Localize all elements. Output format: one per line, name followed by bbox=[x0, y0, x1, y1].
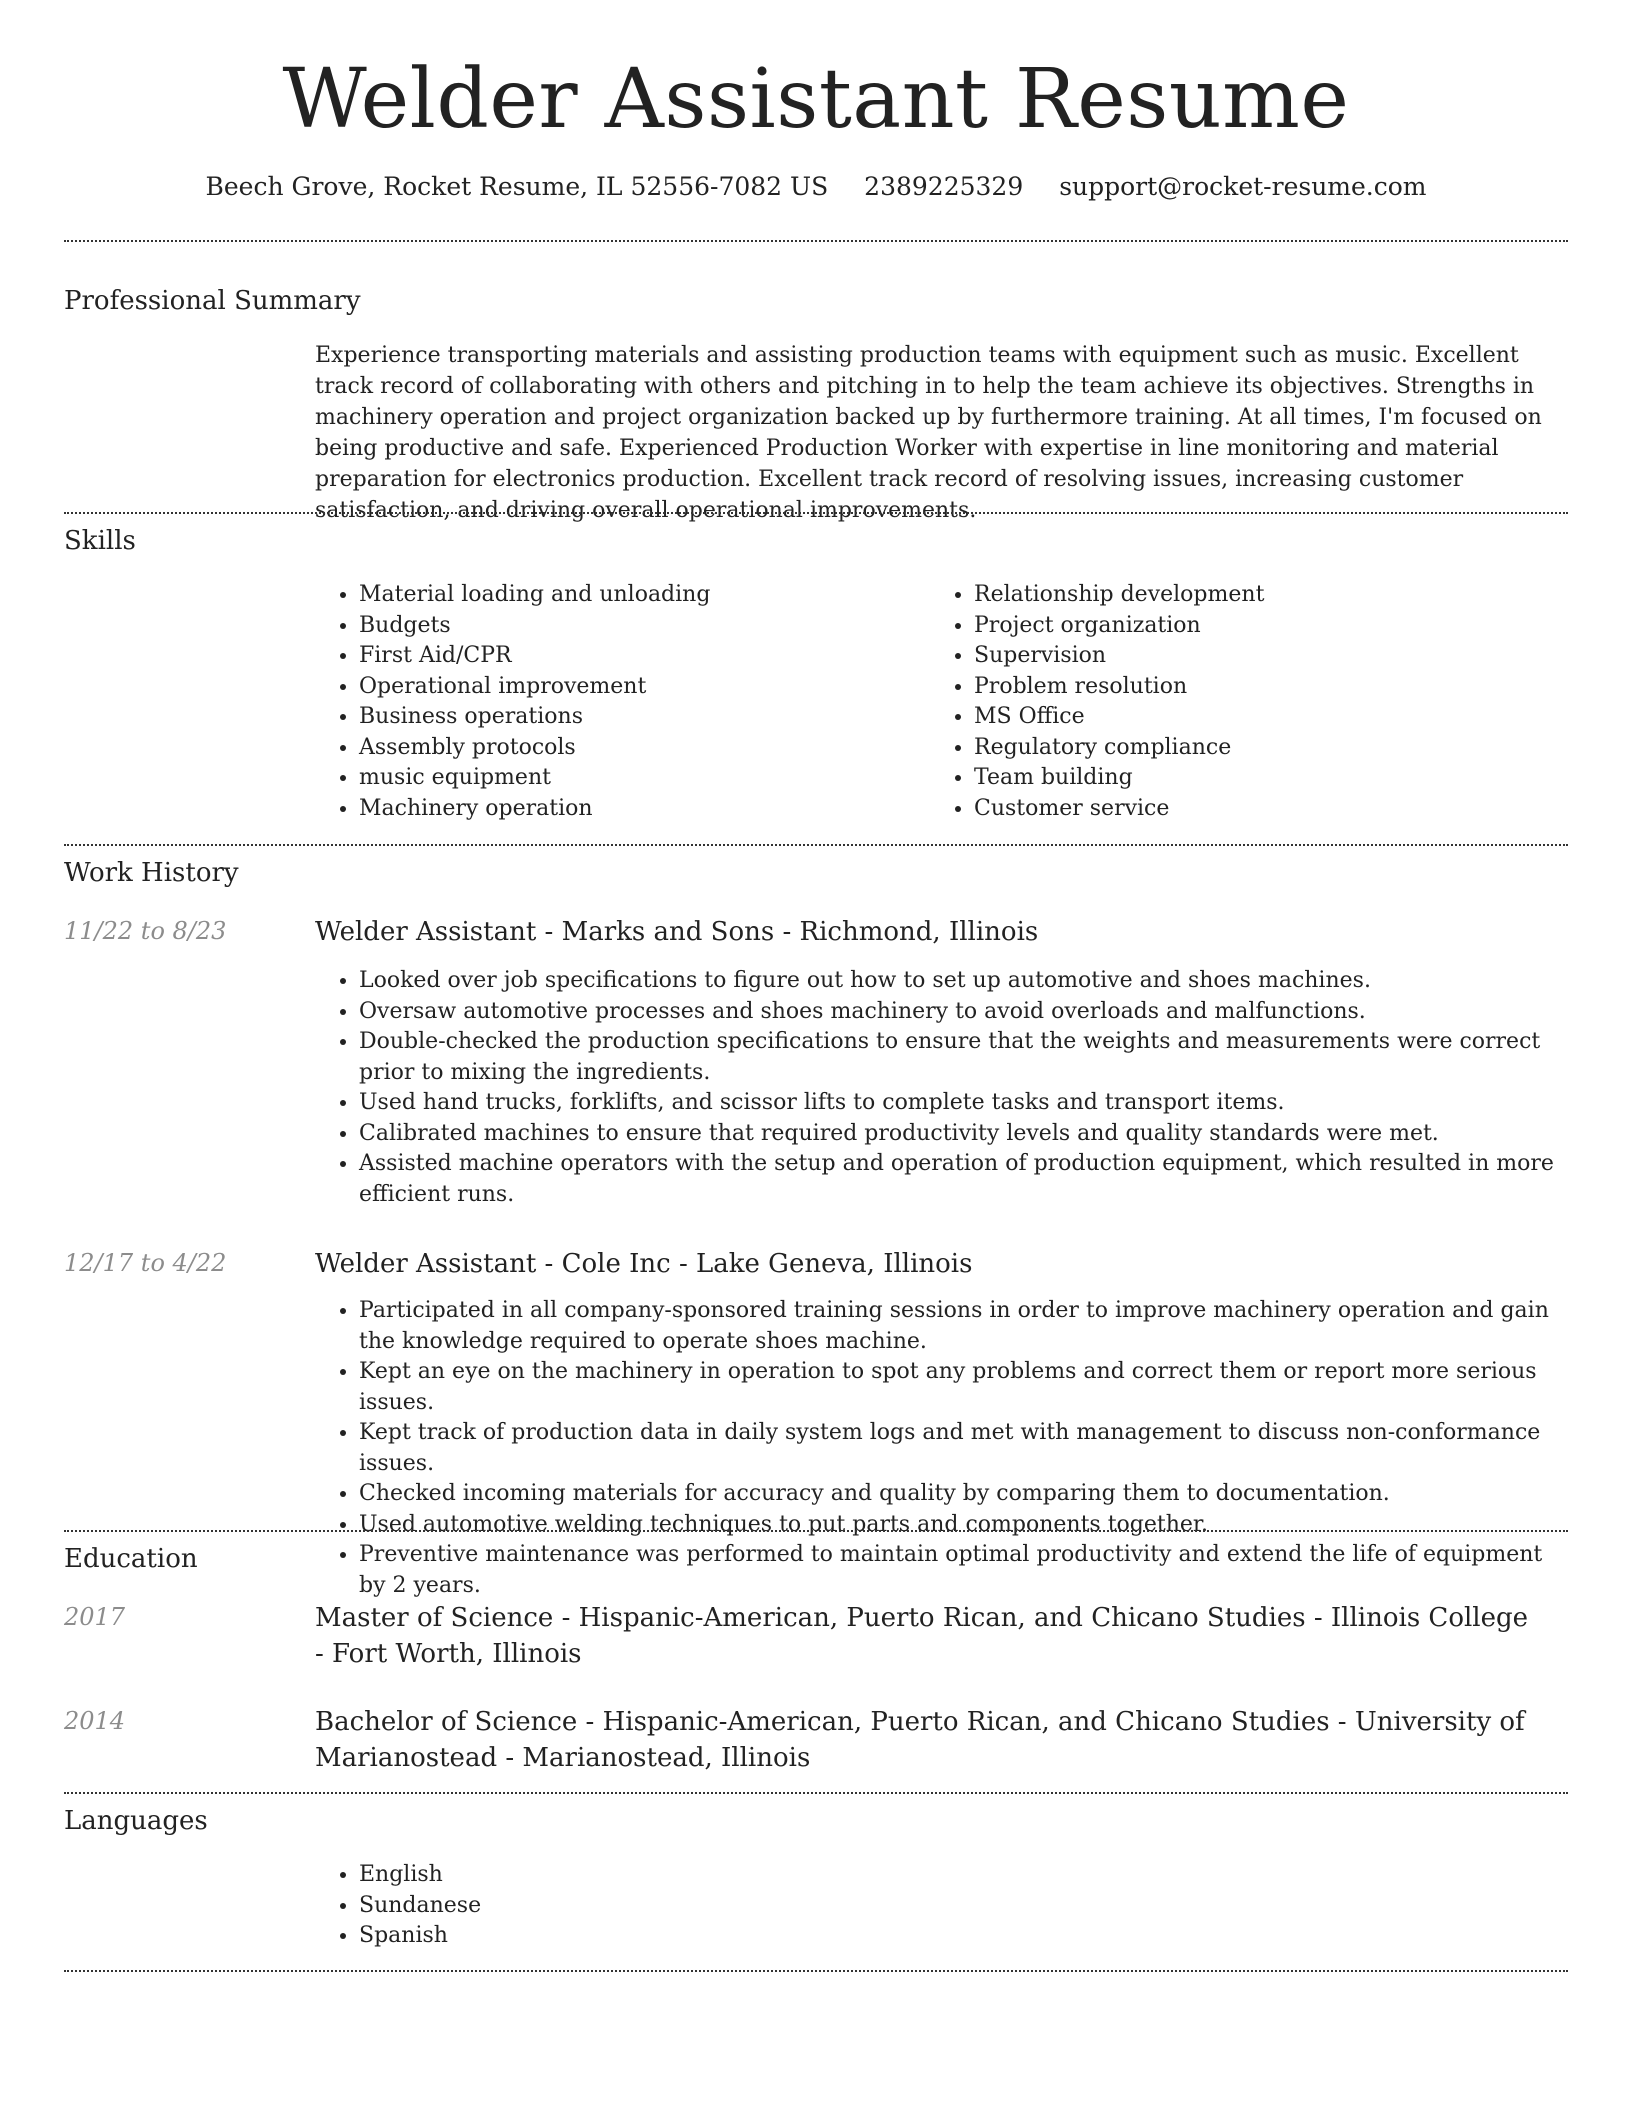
education-year: 2017 bbox=[64, 1603, 126, 1631]
skill-item: • Customer service bbox=[974, 794, 1530, 825]
section-title-summary: Professional Summary bbox=[64, 286, 361, 316]
job-bullet: • Assisted machine operators with the setup and operation of production equipment, which resulted in more efficient runs. bbox=[359, 1149, 1565, 1210]
phone: 2389225329 bbox=[864, 172, 1024, 201]
skill-item: • music equipment bbox=[359, 763, 915, 794]
job-bullets bbox=[315, 1296, 1565, 1601]
job-bullet: • Kept an eye on the machinery in operation to spot any problems and correct them or report more serious issues. bbox=[359, 1357, 1565, 1418]
address: Beech Grove, Rocket Resume, IL 52556-7082 US bbox=[205, 172, 829, 201]
skill-item: • Material loading and unloading bbox=[359, 580, 915, 611]
section-title-languages: Languages bbox=[64, 1806, 208, 1836]
skills-column-left bbox=[315, 580, 915, 824]
job-bullet: • Kept track of production data in daily system logs and met with management to discuss non-conformance issues. bbox=[359, 1418, 1565, 1479]
section-title-skills: Skills bbox=[64, 526, 136, 556]
skill-item: • Problem resolution bbox=[974, 672, 1530, 703]
contact-line bbox=[0, 170, 1632, 204]
job-bullet: • Used hand trucks, forklifts, and scissor lifts to complete tasks and transport items. bbox=[359, 1088, 1565, 1119]
resume-name: Welder Assistant Resume bbox=[282, 52, 1350, 147]
divider bbox=[64, 512, 1568, 514]
summary-text: Experience transporting materials and assisting production teams with equipment such as music. Excellent track record of collaborating with others and pitching in to help the team achieve its objectives. Strengths in machinery operation and project organization backed up by furthermore training. At all times, I'm focused on being productive and safe. Experienced Production Worker with expertise in line monitoring and material preparation for electronics production. Excellent track record of resolving issues, increasing customer satisfaction, and driving overall operational improvements. bbox=[315, 343, 1542, 523]
skill-item: • Supervision bbox=[974, 641, 1530, 672]
skill-item: • Operational improvement bbox=[359, 672, 915, 703]
divider bbox=[64, 1792, 1568, 1794]
skill-item: • Project organization bbox=[974, 611, 1530, 642]
language-item: • Spanish bbox=[359, 1921, 915, 1952]
divider bbox=[64, 844, 1568, 846]
job-dates: 12/17 to 4/22 bbox=[64, 1249, 227, 1277]
language-item: • English bbox=[359, 1860, 915, 1891]
divider bbox=[64, 240, 1568, 242]
divider bbox=[64, 1970, 1568, 1972]
language-item: • Sundanese bbox=[359, 1891, 915, 1922]
job-title: Welder Assistant - Cole Inc - Lake Geneva, Illinois bbox=[315, 1249, 973, 1279]
skill-item: • MS Office bbox=[974, 702, 1530, 733]
section-title-education: Education bbox=[64, 1544, 198, 1574]
section-title-work-history: Work History bbox=[64, 858, 239, 888]
job-bullet: • Preventive maintenance was performed to maintain optimal productivity and extend the life of equipment by 2 years. bbox=[359, 1540, 1565, 1601]
email: support@rocket-resume.com bbox=[1059, 172, 1427, 201]
job-bullet: • Participated in all company-sponsored training sessions in order to improve machinery operation and gain the knowledge required to operate shoes machine. bbox=[359, 1296, 1565, 1357]
job-bullet: • Used automotive welding techniques to put parts and components together. bbox=[359, 1510, 1565, 1541]
skills-column-right bbox=[930, 580, 1530, 824]
divider bbox=[64, 1530, 1568, 1532]
education-year: 2014 bbox=[64, 1707, 126, 1735]
job-bullets bbox=[315, 966, 1565, 1210]
job-bullet: • Checked incoming materials for accuracy and quality by comparing them to documentation. bbox=[359, 1479, 1565, 1510]
job-bullet: • Calibrated machines to ensure that required productivity levels and quality standards were met. bbox=[359, 1119, 1565, 1150]
skill-item: • Machinery operation bbox=[359, 794, 915, 825]
education-entry: Bachelor of Science - Hispanic-American, Puerto Rican, and Chicano Studies - University of Marianostead - Marianostead, Illinois bbox=[315, 1707, 1525, 1773]
job-bullet: • Oversaw automotive processes and shoes machinery to avoid overloads and malfunctions. bbox=[359, 997, 1565, 1028]
languages-list bbox=[315, 1860, 915, 1952]
skill-item: • Regulatory compliance bbox=[974, 733, 1530, 764]
job-bullet: • Double-checked the production specifications to ensure that the weights and measurements were correct prior to mixing the ingredients. bbox=[359, 1027, 1565, 1088]
skill-item: • Relationship development bbox=[974, 580, 1530, 611]
job-bullet: • Looked over job specifications to figure out how to set up automotive and shoes machines. bbox=[359, 966, 1565, 997]
job-dates: 11/22 to 8/23 bbox=[64, 917, 227, 945]
skill-item: • Team building bbox=[974, 763, 1530, 794]
job-title: Welder Assistant - Marks and Sons - Richmond, Illinois bbox=[315, 917, 1039, 947]
education-entry: Master of Science - Hispanic-American, Puerto Rican, and Chicano Studies - Illinois College - Fort Worth, Illinois bbox=[315, 1603, 1529, 1669]
skill-item: • Budgets bbox=[359, 611, 915, 642]
skill-item: • First Aid/CPR bbox=[359, 641, 915, 672]
skill-item: • Business operations bbox=[359, 702, 915, 733]
skill-item: • Assembly protocols bbox=[359, 733, 915, 764]
